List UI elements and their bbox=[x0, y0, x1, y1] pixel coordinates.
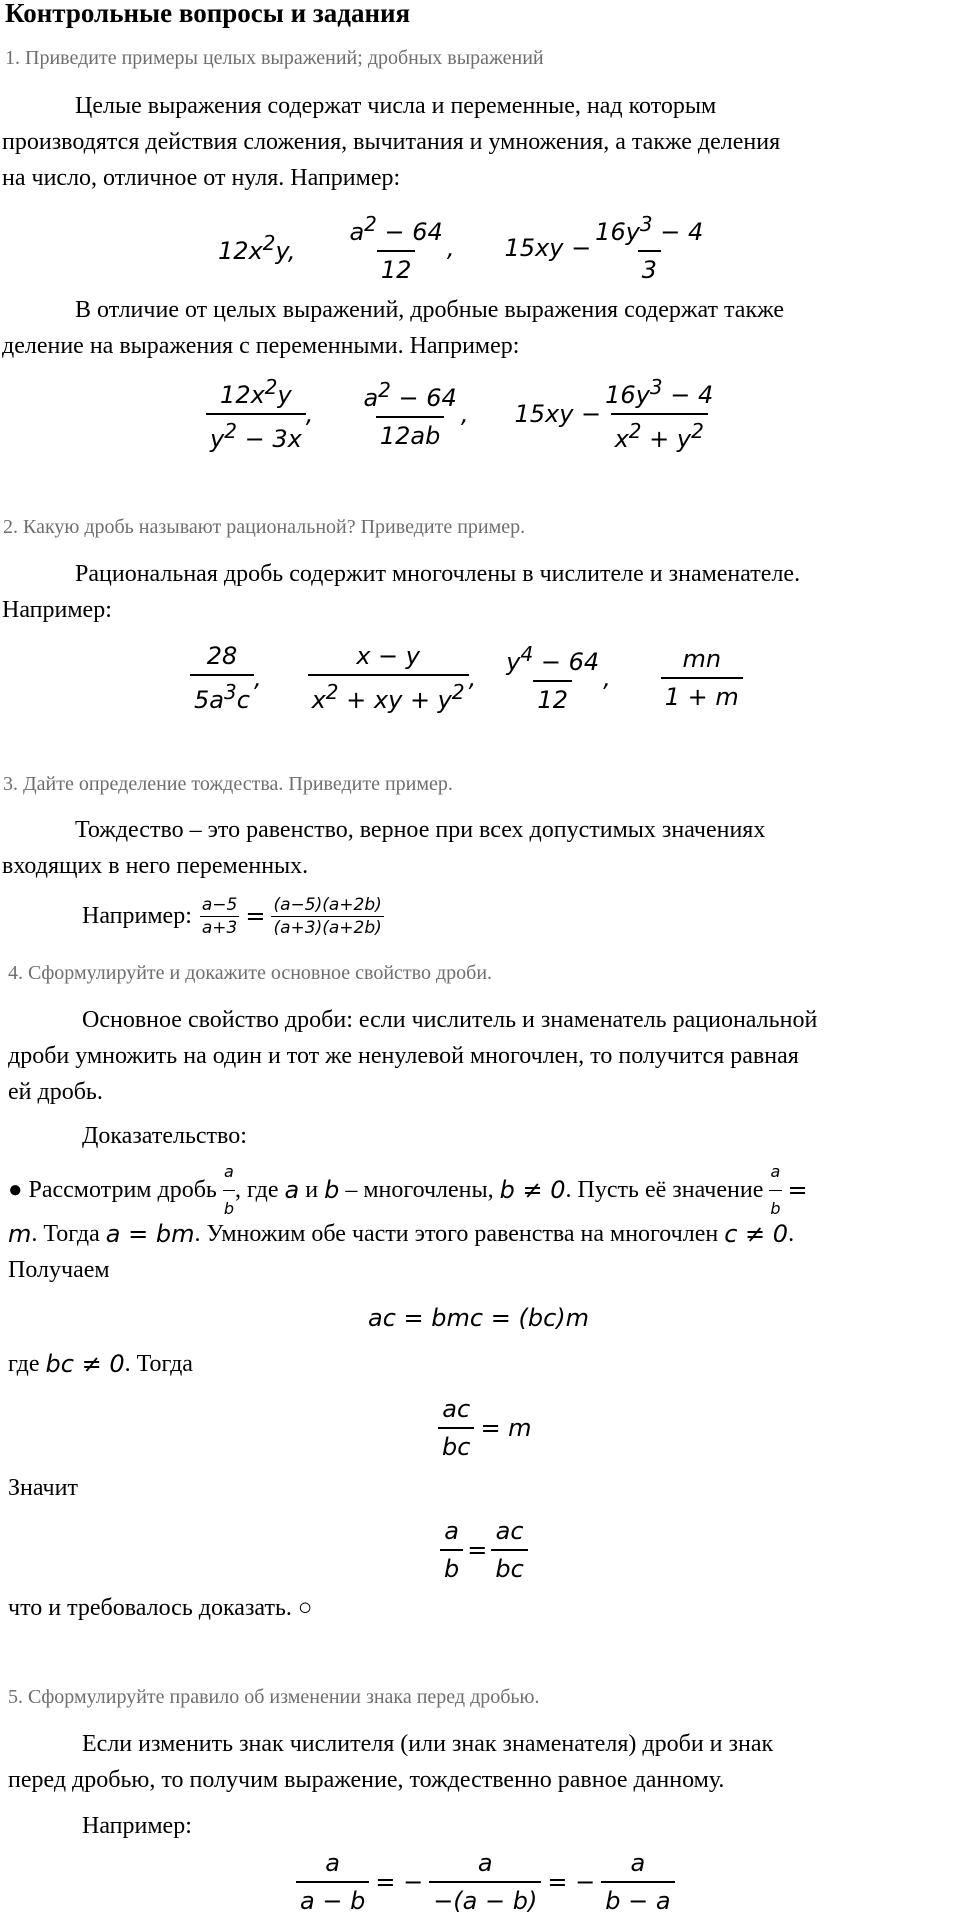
q2-paragraph-line-1: Рациональная дробь содержит многочлены в числителе и знаменателе. bbox=[75, 561, 801, 587]
q4-paragraph-line-2: дроби умножить на один и тот же ненулевой многочлен, то получится равная bbox=[8, 1043, 799, 1069]
q3-paragraph-line-1: Тождество – это равенство, верное при всех допустимых значениях bbox=[75, 817, 766, 843]
q4-formula-ac-bc: $\frac{ac}{bc}$ = m bbox=[438, 1388, 532, 1468]
q1-paragraph-2-line-2: деление на выражения с переменными. Например: bbox=[2, 333, 520, 359]
q5-sign-rule-formula: $\frac{a}{a - b}$ = − $\frac{a}{-(a - b)}$ = − $\frac{a}{b - a}$ bbox=[296, 1842, 675, 1922]
q1-paragraph-2-line-1: В отличие от целых выражений, дробные выражения содержат также bbox=[75, 297, 785, 323]
q5-paragraph-line-2: перед дробью, то получим выражение, тождественно равное данному. bbox=[8, 1767, 725, 1793]
question-4: 4. Сформулируйте и докажите основное свойство дроби. bbox=[8, 962, 493, 984]
q2-paragraph-line-2: Например: bbox=[2, 597, 112, 623]
question-1: 1. Приведите примеры целых выражений; дробных выражений bbox=[5, 47, 544, 69]
q4-proof-conclusion: что и требовалось доказать. ○ bbox=[8, 1595, 313, 1621]
q4-formula-a-b: $\frac{a}{b}$ = $\frac{ac}{bc}$ bbox=[440, 1510, 528, 1590]
q1-fractional-expressions-formula: $\frac{12x^2y}{y^2 - 3x}$ , $\frac{a^2 - 64}{12ab}$ , 15xy − $\frac{16y^3 - 4}{x^2 + y^2}$ bbox=[206, 374, 717, 454]
page-title: Контрольные вопросы и задания bbox=[5, 0, 411, 28]
q5-paragraph-line-1: Если изменить знак числителя (или знак знаменателя) дроби и знак bbox=[82, 1731, 774, 1757]
q4-proof-line-1: ● Рассмотрим дробь $\frac{a}{b}$ , где a и b – многочлены, b ≠ 0 . Пусть её значение $\frac{a}{b}$ = bbox=[8, 1164, 808, 1216]
q4-formula-ac-bmc: ac = bmc = (bc)m bbox=[368, 1304, 590, 1332]
question-5: 5. Сформулируйте правило об изменении знака перед дробью. bbox=[8, 1686, 540, 1708]
q4-proof-label: Доказательство: bbox=[82, 1123, 247, 1149]
q4-proof-line-2: m . Тогда a = bm . Умножим обе части этого равенства на многочлен c ≠ 0 . bbox=[8, 1220, 795, 1248]
q1-paragraph-1-line-1: Целые выражения содержат числа и переменные, над которым bbox=[75, 93, 717, 119]
q1-whole-expressions-formula: $12x^2y$, $\frac{a^2 - 64}{12}$ , 15xy − $\frac{16y^3 - 4}{3}$ bbox=[218, 212, 704, 284]
q4-paragraph-line-3: ей дробь. bbox=[8, 1079, 103, 1105]
q3-paragraph-line-2: входящих в него переменных. bbox=[2, 853, 309, 879]
question-2: 2. Какую дробь называют рациональной? Приведите пример. bbox=[3, 516, 526, 538]
q2-rational-fractions-formula: $\frac{28}{5a^3c}$ , $\frac{x - y}{x^2 + xy + y^2}$ , $\frac{y^4 - 64}{12}$ , $\frac{mn}{1 + m}$ bbox=[190, 638, 743, 718]
q4-proof-line-5: Значит bbox=[8, 1475, 78, 1501]
q4-paragraph-line-1: Основное свойство дроби: если числитель и знаменатель рациональной bbox=[82, 1007, 818, 1033]
question-3: 3. Дайте определение тождества. Приведите пример. bbox=[3, 773, 453, 795]
q4-proof-line-3: Получаем bbox=[8, 1257, 110, 1283]
q4-proof-line-4: где bc ≠ 0 . Тогда bbox=[8, 1350, 193, 1378]
bullet-icon: ● bbox=[8, 1177, 23, 1203]
q5-example-label: Например: bbox=[82, 1813, 192, 1839]
q3-identity-example: Например: $\frac{a-5}{a+3}$ = $\frac{(a-5)(a+2b)}{(a+3)(a+2b)}$ bbox=[82, 894, 382, 938]
q1-paragraph-1-line-2: производятся действия сложения, вычитания и умножения, а также деления bbox=[2, 129, 781, 155]
q3-example-label: Например: bbox=[82, 903, 192, 929]
q1-paragraph-1-line-3: на число, отличное от нуля. Например: bbox=[2, 165, 401, 191]
